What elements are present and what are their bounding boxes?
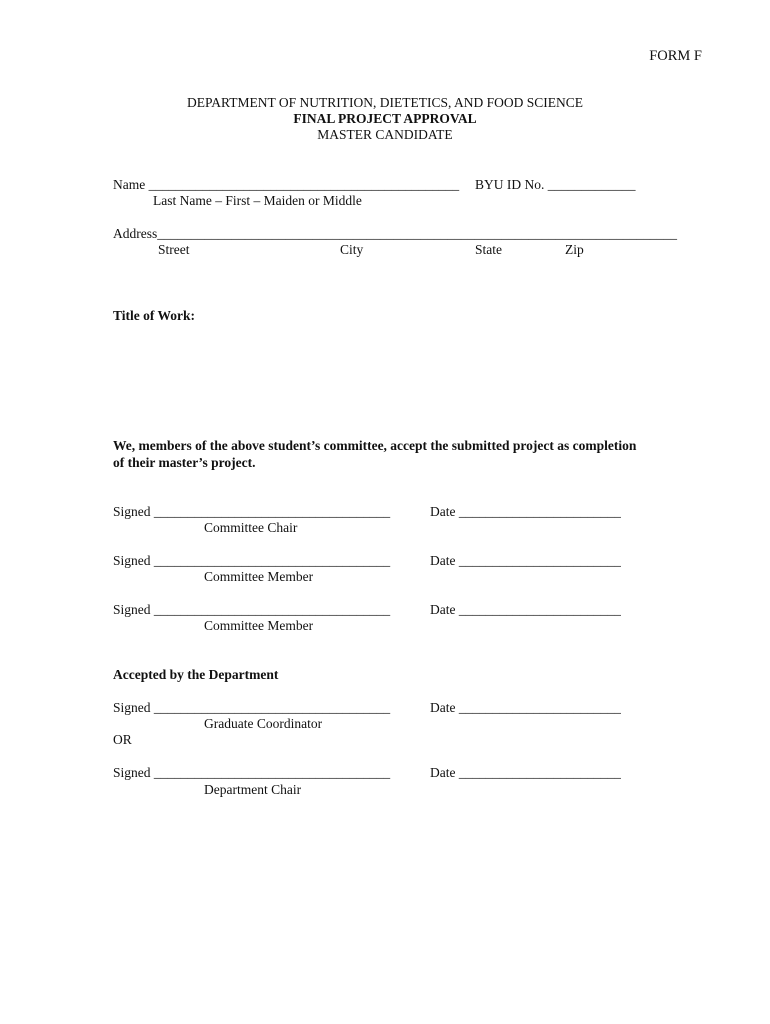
- statement-line-1: We, members of the above student’s committee, accept the submitted project as completion: [113, 438, 637, 453]
- member2-date-field[interactable]: Date ________________________: [430, 602, 621, 617]
- title-of-work-label: Title of Work:: [113, 308, 196, 323]
- member1-role-label: Committee Member: [204, 569, 314, 584]
- member2-signature-field[interactable]: Signed ___________________________________: [113, 602, 391, 617]
- form-title: FINAL PROJECT APPROVAL: [293, 111, 477, 126]
- member2-role-label: Committee Member: [204, 618, 314, 633]
- city-label: City: [340, 242, 364, 257]
- department-heading: DEPARTMENT OF NUTRITION, DIETETICS, AND FOOD SCIENCE: [187, 95, 583, 110]
- byu-id-field[interactable]: BYU ID No. _____________: [475, 177, 636, 192]
- coordinator-signature-field[interactable]: Signed ___________________________________: [113, 700, 391, 715]
- department-acceptance-heading: Accepted by the Department: [113, 667, 279, 682]
- address-field[interactable]: Address_____________________________________________________________________________: [113, 226, 677, 241]
- chair-role-label: Committee Chair: [204, 520, 298, 535]
- member1-signature-field[interactable]: Signed ___________________________________: [113, 553, 391, 568]
- coordinator-date-field[interactable]: Date ________________________: [430, 700, 621, 715]
- coordinator-role-label: Graduate Coordinator: [204, 716, 323, 731]
- dept-chair-date-field[interactable]: Date ________________________: [430, 765, 621, 780]
- zip-label: Zip: [565, 242, 584, 257]
- dept-chair-signature-field[interactable]: Signed ___________________________________: [113, 765, 391, 780]
- member1-date-field[interactable]: Date ________________________: [430, 553, 621, 568]
- statement-line-2: of their master’s project.: [113, 455, 256, 470]
- or-label: OR: [113, 732, 132, 747]
- name-field[interactable]: Name ______________________________________________: [113, 177, 460, 192]
- chair-signature-field[interactable]: Signed ___________________________________: [113, 504, 391, 519]
- state-label: State: [475, 242, 502, 257]
- form-subtitle: MASTER CANDIDATE: [317, 127, 453, 142]
- name-hint-label: Last Name – First – Maiden or Middle: [153, 193, 362, 208]
- street-label: Street: [158, 242, 190, 257]
- dept-chair-role-label: Department Chair: [204, 782, 302, 797]
- chair-date-field[interactable]: Date ________________________: [430, 504, 621, 519]
- form-id: FORM F: [649, 48, 702, 64]
